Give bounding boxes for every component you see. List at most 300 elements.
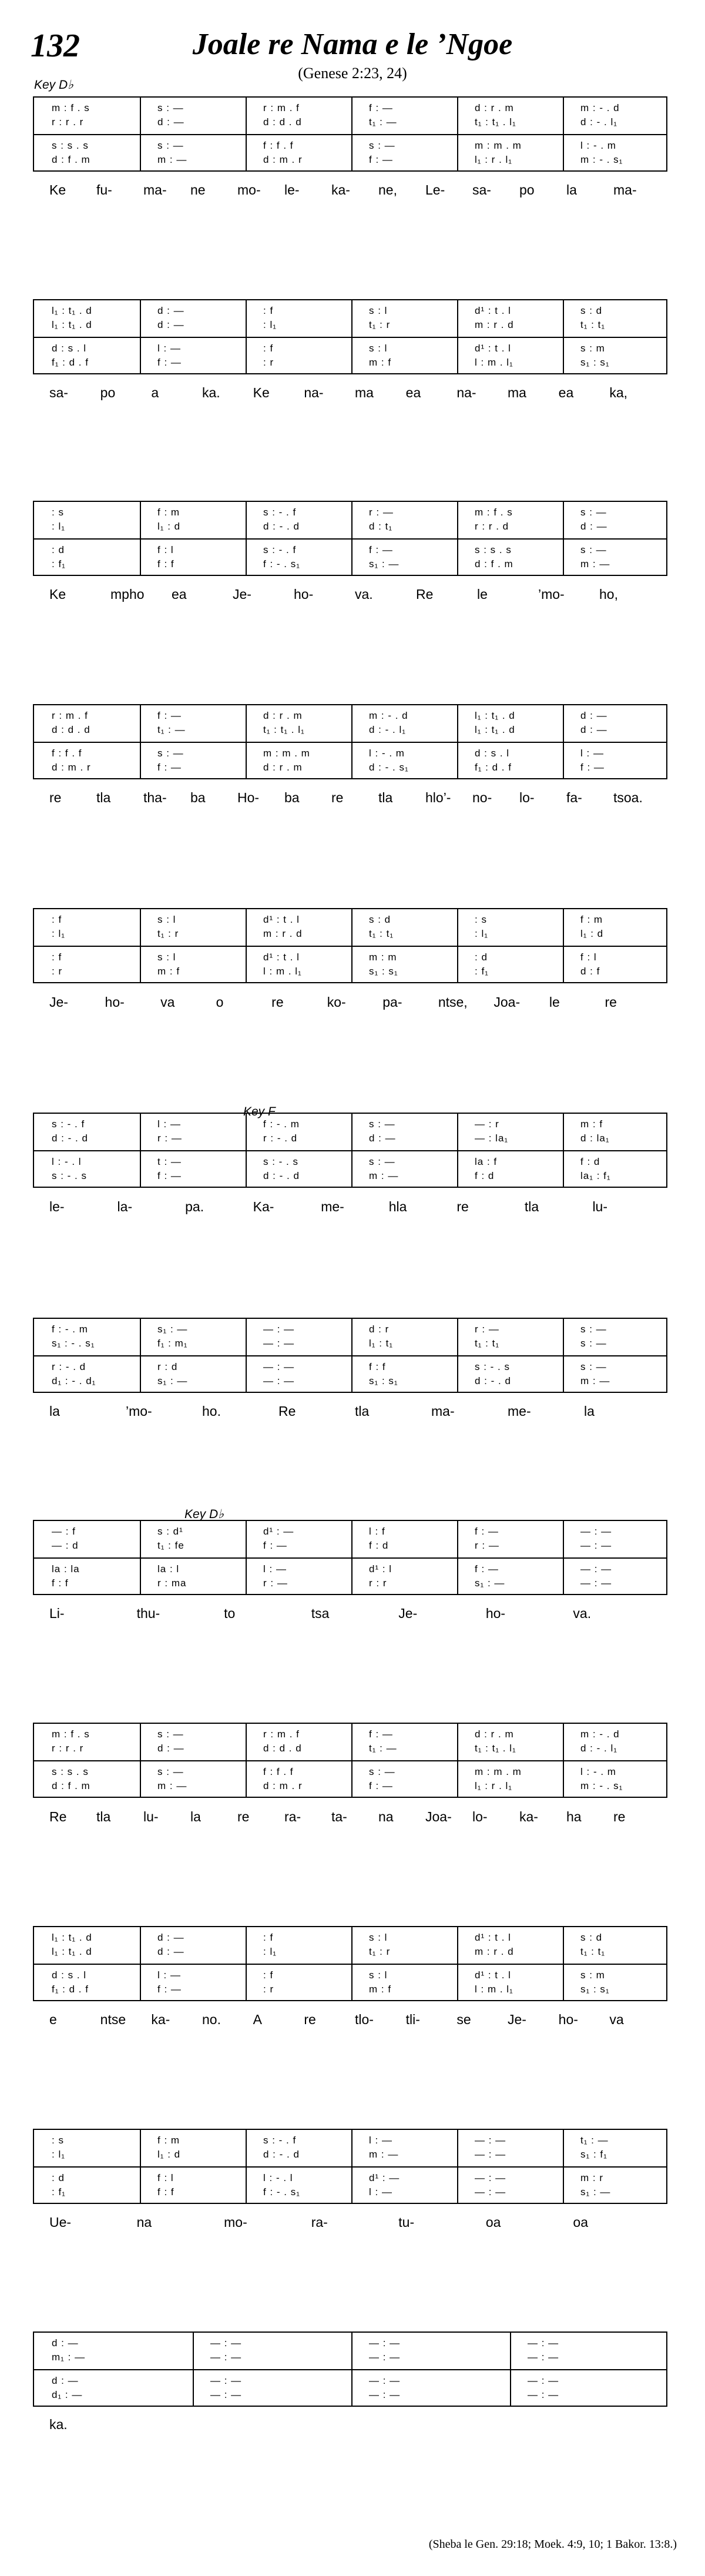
- key-signature: Key D♭: [184, 1508, 224, 1521]
- lyric-syllable: ho-: [105, 994, 125, 1010]
- solfa-notation: — : —: [528, 2351, 559, 2363]
- solfa-notation: d : - . l₁: [580, 116, 617, 128]
- solfa-notation: d : s . l: [52, 343, 87, 354]
- solfa-notation: d : —: [369, 1133, 396, 1144]
- solfa-notation: f : —: [369, 1729, 393, 1740]
- solfa-notation: l₁ : t₁ . d: [52, 1946, 92, 1957]
- staff-divider: [34, 2166, 666, 2168]
- bar-line: [563, 1114, 564, 1187]
- solfa-notation: l : - . l: [263, 2172, 293, 2183]
- bar-line: [563, 909, 564, 982]
- solfa-notation: t : —: [157, 1156, 182, 1167]
- solfa-notation: — : —: [369, 2337, 401, 2349]
- solfa-notation: s : m: [580, 343, 605, 354]
- lyric-syllable: re: [613, 1809, 626, 1824]
- lyric-syllable: e: [49, 2012, 57, 2027]
- lyric-syllable: Re: [416, 587, 434, 602]
- solfa-notation: d : r . m: [475, 1729, 514, 1740]
- solfa-notation: l : m . l₁: [475, 1984, 513, 1995]
- solfa-notation: f : l: [157, 2172, 174, 2183]
- solfa-notation: : d: [52, 544, 65, 555]
- solfa-notation: t₁ : r: [157, 928, 179, 939]
- staff-divider: [34, 1760, 666, 1761]
- lyric-syllable: va: [609, 2012, 624, 2027]
- solfa-notation: — : f: [52, 1526, 76, 1537]
- lyric-syllable: ra-: [284, 1809, 301, 1824]
- solfa-notation: f : f . f: [52, 748, 82, 759]
- solfa-notation: : f: [263, 343, 274, 354]
- lyric-syllable: tsa: [311, 1606, 330, 1621]
- lyric-syllable: hlo’-: [425, 790, 451, 805]
- solfa-notation: d : m . r: [263, 1780, 303, 1791]
- lyric-syllable: ka-: [519, 1809, 538, 1824]
- lyric-syllable: re: [271, 994, 284, 1010]
- bar-line: [351, 1521, 352, 1594]
- solfa-notation: m : f . s: [52, 1729, 90, 1740]
- bar-line: [351, 1319, 352, 1392]
- solfa-notation: d₁ : - . d₁: [52, 1375, 96, 1386]
- bar-line: [457, 1319, 458, 1392]
- lyric-syllable: re: [237, 1809, 250, 1824]
- solfa-notation: s : d: [580, 305, 603, 316]
- solfa-notation: l₁ : d: [157, 2149, 181, 2160]
- bar-line: [246, 98, 247, 170]
- solfa-notation: r : —: [475, 1324, 499, 1335]
- lyric-syllable: ko-: [327, 994, 346, 1010]
- solfa-notation: m : —: [369, 2149, 399, 2160]
- lyric-syllable: ba: [284, 790, 300, 805]
- lyric-syllable: tu-: [398, 2215, 415, 2230]
- lyric-syllable: tsoa.: [613, 790, 643, 805]
- solfa-notation: s : - . f: [263, 507, 297, 518]
- lyric-syllable: ka.: [202, 385, 220, 400]
- solfa-notation: f : f: [157, 558, 174, 570]
- solfa-notation: : d: [475, 952, 488, 963]
- lyric-syllable: po: [100, 385, 116, 400]
- solfa-notation: s : —: [580, 507, 607, 518]
- solfa-notation: m : —: [369, 1170, 399, 1181]
- solfa-notation: m : m . m: [475, 140, 522, 151]
- solfa-notation: d : t₁: [369, 521, 393, 532]
- music-system: [33, 1318, 667, 1393]
- lyric-syllable: me-: [321, 1199, 344, 1214]
- lyric-syllable: la: [49, 1403, 60, 1419]
- solfa-notation: l : —: [580, 748, 604, 759]
- bar-line: [351, 705, 352, 778]
- solfa-notation: : d: [52, 2172, 65, 2183]
- solfa-notation: : l₁: [263, 319, 277, 330]
- solfa-notation: — : —: [263, 1324, 295, 1335]
- solfa-notation: s : —: [157, 1766, 184, 1777]
- solfa-notation: l : —: [369, 2186, 392, 2198]
- solfa-notation: m : f . s: [52, 102, 90, 113]
- solfa-notation: d : s . l: [475, 748, 510, 759]
- solfa-notation: : f₁: [475, 966, 489, 977]
- bar-line: [140, 1927, 141, 2000]
- solfa-notation: d : —: [157, 1946, 184, 1957]
- lyric-syllable: re: [304, 2012, 316, 2027]
- bar-line: [457, 1927, 458, 2000]
- solfa-notation: f : —: [157, 357, 182, 368]
- bar-line: [246, 705, 247, 778]
- solfa-notation: f : —: [475, 1563, 499, 1575]
- key-signature: Key F: [243, 1105, 276, 1118]
- solfa-notation: : l₁: [475, 928, 488, 939]
- solfa-notation: r : r . r: [52, 1743, 84, 1754]
- lyric-syllable: hla: [388, 1199, 407, 1214]
- solfa-notation: : f: [263, 305, 274, 316]
- solfa-notation: f : —: [157, 762, 182, 773]
- solfa-notation: d : r . m: [475, 102, 514, 113]
- lyric-syllable: na-: [304, 385, 324, 400]
- solfa-notation: m : f: [369, 1984, 392, 1995]
- solfa-notation: f : d: [580, 1156, 600, 1167]
- solfa-notation: s₁ : —: [157, 1375, 188, 1386]
- solfa-notation: s : —: [157, 748, 184, 759]
- solfa-notation: r : - . d: [52, 1361, 86, 1372]
- solfa-notation: : r: [263, 357, 274, 368]
- bar-line: [351, 909, 352, 982]
- solfa-notation: d¹ : l: [369, 1563, 392, 1575]
- solfa-notation: t₁ : r: [369, 1946, 391, 1957]
- solfa-notation: l₁ : d: [157, 521, 181, 532]
- music-system: [33, 1926, 667, 2001]
- bar-line: [351, 502, 352, 575]
- solfa-notation: m₁ : —: [52, 2351, 86, 2363]
- lyric-syllable: Li-: [49, 1606, 65, 1621]
- bar-line: [246, 1927, 247, 2000]
- music-system: [33, 908, 667, 983]
- lyric-syllable: ntse: [100, 2012, 126, 2027]
- solfa-notation: s₁ : s₁: [580, 1984, 610, 1995]
- solfa-notation: s : —: [369, 140, 395, 151]
- bar-line: [140, 909, 141, 982]
- solfa-notation: — : —: [369, 2375, 401, 2386]
- solfa-notation: t₁ : —: [369, 1743, 397, 1754]
- lyric-syllable: la: [566, 182, 577, 197]
- bar-line: [140, 98, 141, 170]
- solfa-notation: s₁ : f₁: [580, 2149, 607, 2160]
- solfa-notation: t₁ : t₁ . l₁: [263, 724, 305, 735]
- lyric-syllable: tlo-: [355, 2012, 374, 2027]
- bar-line: [563, 1521, 564, 1594]
- lyric-syllable: ea: [558, 385, 574, 400]
- solfa-notation: f : —: [157, 1984, 182, 1995]
- solfa-notation: d : —: [52, 2337, 79, 2349]
- solfa-notation: — : —: [475, 2172, 506, 2183]
- music-system: [33, 704, 667, 779]
- solfa-notation: d : - . d: [263, 521, 300, 532]
- lyric-syllable: tla: [524, 1199, 539, 1214]
- lyric-syllable: na-: [456, 385, 476, 400]
- bar-line: [351, 1114, 352, 1187]
- lyric-syllable: ho-: [294, 587, 314, 602]
- solfa-notation: : l₁: [52, 521, 65, 532]
- solfa-notation: s₁ : —: [580, 2186, 611, 2198]
- solfa-notation: s₁ : s₁: [580, 357, 610, 368]
- lyric-syllable: ne: [190, 182, 206, 197]
- solfa-notation: m : - . d: [369, 710, 408, 721]
- solfa-notation: s : - . f: [263, 2135, 297, 2146]
- solfa-notation: d¹ : t . l: [263, 914, 300, 925]
- lyric-syllable: le-: [284, 182, 300, 197]
- solfa-notation: f : - . m: [52, 1324, 88, 1335]
- solfa-notation: r : —: [157, 1133, 182, 1144]
- staff-divider: [34, 538, 666, 540]
- solfa-notation: s : —: [369, 1766, 395, 1777]
- solfa-notation: l : —: [157, 1118, 181, 1130]
- lyric-syllable: va: [160, 994, 175, 1010]
- solfa-notation: — : —: [528, 2389, 559, 2400]
- bar-line: [351, 1927, 352, 2000]
- solfa-notation: m : —: [580, 1375, 610, 1386]
- solfa-notation: t₁ : t₁: [580, 1946, 606, 1957]
- solfa-notation: f : —: [157, 710, 182, 721]
- solfa-notation: f : —: [157, 1170, 182, 1181]
- solfa-notation: r : d: [157, 1361, 178, 1372]
- solfa-notation: la : la: [52, 1563, 80, 1575]
- lyric-syllable: ra-: [311, 2215, 328, 2230]
- solfa-notation: s : s . s: [52, 1766, 89, 1777]
- solfa-notation: d : —: [580, 521, 607, 532]
- lyric-syllable: se: [456, 2012, 471, 2027]
- solfa-notation: d : d . d: [263, 1743, 302, 1754]
- lyric-syllable: na: [136, 2215, 152, 2230]
- solfa-notation: m : —: [157, 154, 187, 165]
- solfa-notation: s : l: [369, 305, 388, 316]
- solfa-notation: m : r: [580, 2172, 603, 2183]
- solfa-notation: : f: [263, 1932, 274, 1943]
- lyric-syllable: le: [549, 994, 560, 1010]
- hymn-title: Joale re Nama e le ’Ngoe: [192, 28, 513, 61]
- lyric-syllable: mo-: [237, 182, 261, 197]
- solfa-notation: d : f . m: [52, 1780, 90, 1791]
- solfa-notation: : l₁: [52, 2149, 65, 2160]
- solfa-notation: t₁ : r: [369, 319, 391, 330]
- solfa-notation: t₁ : t₁: [580, 319, 606, 330]
- bar-line: [140, 705, 141, 778]
- staff-divider: [34, 1150, 666, 1151]
- solfa-notation: d¹ : t . l: [475, 343, 511, 354]
- solfa-notation: : s: [52, 2135, 64, 2146]
- solfa-notation: — : —: [580, 1577, 612, 1589]
- music-system: [33, 1113, 667, 1188]
- solfa-notation: s : - . s: [52, 1170, 87, 1181]
- music-system: [33, 1520, 667, 1595]
- solfa-notation: l : m . l₁: [263, 966, 302, 977]
- lyric-syllable: re: [331, 790, 344, 805]
- lyric-syllable: to: [224, 1606, 236, 1621]
- lyric-syllable: le: [477, 587, 488, 602]
- solfa-notation: t₁ : t₁ . l₁: [475, 116, 516, 128]
- solfa-notation: d¹ : t . l: [263, 952, 300, 963]
- bar-line: [193, 2333, 194, 2406]
- staff-divider: [34, 946, 666, 947]
- solfa-notation: f : - . m: [263, 1118, 300, 1130]
- solfa-notation: l : - . m: [369, 748, 405, 759]
- solfa-notation: r : r . d: [475, 521, 509, 532]
- solfa-notation: d : —: [580, 710, 607, 721]
- solfa-notation: — : —: [475, 2135, 506, 2146]
- solfa-notation: s : —: [369, 1156, 395, 1167]
- lyric-syllable: lu-: [592, 1199, 607, 1214]
- lyric-syllable: ka.: [49, 2417, 68, 2432]
- lyric-syllable: Je-: [398, 1606, 418, 1621]
- solfa-notation: : f: [52, 914, 62, 925]
- solfa-notation: f : d: [475, 1170, 495, 1181]
- lyric-syllable: re: [605, 994, 617, 1010]
- lyric-syllable: tha-: [143, 790, 167, 805]
- solfa-notation: — : —: [580, 1540, 612, 1551]
- bar-line: [246, 1521, 247, 1594]
- solfa-notation: — : —: [369, 2351, 401, 2363]
- bar-line: [140, 300, 141, 373]
- bar-line: [457, 1724, 458, 1797]
- lyric-syllable: tla: [378, 790, 393, 805]
- lyric-syllable: ha: [566, 1809, 582, 1824]
- solfa-notation: — : —: [475, 2186, 506, 2198]
- solfa-notation: d¹ : t . l: [475, 305, 511, 316]
- solfa-notation: t₁ : t₁ . l₁: [475, 1743, 516, 1754]
- solfa-notation: f : —: [369, 1780, 393, 1791]
- solfa-notation: f : - . s₁: [263, 558, 300, 570]
- solfa-notation: s₁ : —: [475, 1577, 505, 1589]
- solfa-notation: — : —: [263, 1361, 295, 1372]
- solfa-notation: l : m . l₁: [475, 357, 513, 368]
- solfa-notation: s₁ : —: [157, 1324, 188, 1335]
- solfa-notation: f : —: [475, 1526, 499, 1537]
- lyric-syllable: ta-: [331, 1809, 347, 1824]
- solfa-notation: d : m . r: [52, 762, 91, 773]
- solfa-notation: f : l: [157, 544, 174, 555]
- solfa-notation: d : d . d: [52, 724, 90, 735]
- solfa-notation: d¹ : t . l: [475, 1969, 511, 1981]
- lyric-syllable: mpho: [110, 587, 145, 602]
- lyric-syllable: A: [253, 2012, 262, 2027]
- solfa-notation: : f: [52, 952, 62, 963]
- solfa-notation: l : - . l: [52, 1156, 82, 1167]
- bar-line: [457, 2130, 458, 2203]
- solfa-notation: s : l: [157, 914, 176, 925]
- solfa-notation: d : la₁: [580, 1133, 610, 1144]
- solfa-notation: l₁ : r . l₁: [475, 154, 513, 165]
- solfa-notation: s₁ : —: [369, 558, 400, 570]
- solfa-notation: s : - . f: [263, 544, 297, 555]
- solfa-notation: d : s . l: [52, 1969, 87, 1981]
- lyric-syllable: ’mo-: [126, 1403, 152, 1419]
- lyric-syllable: re: [49, 790, 62, 805]
- solfa-notation: — : —: [580, 1563, 612, 1575]
- solfa-notation: t₁ : —: [369, 116, 397, 128]
- scripture-reference: (Genese 2:23, 24): [298, 65, 407, 82]
- lyric-syllable: ne,: [378, 182, 397, 197]
- solfa-notation: m : f . s: [475, 507, 513, 518]
- bar-line: [140, 1521, 141, 1594]
- bar-line: [246, 1724, 247, 1797]
- lyric-syllable: re: [456, 1199, 469, 1214]
- solfa-notation: d : —: [52, 2375, 79, 2386]
- lyric-syllable: ho,: [599, 587, 618, 602]
- solfa-notation: f₁ : d . f: [475, 762, 512, 773]
- lyric-syllable: sa-: [472, 182, 491, 197]
- lyric-syllable: ea: [172, 587, 187, 602]
- solfa-notation: l₁ : t₁ . d: [475, 724, 515, 735]
- solfa-notation: d : - . l₁: [369, 724, 406, 735]
- music-system: [33, 299, 667, 374]
- solfa-notation: l₁ : t₁ . d: [52, 1932, 92, 1943]
- solfa-notation: s : —: [580, 544, 607, 555]
- lyric-syllable: Ke: [49, 182, 66, 197]
- solfa-notation: d : f . m: [475, 558, 513, 570]
- page-number: 132: [31, 28, 80, 64]
- music-system: [33, 96, 667, 172]
- solfa-notation: f : —: [369, 102, 393, 113]
- solfa-notation: l₁ : t₁: [369, 1338, 394, 1349]
- lyric-syllable: Re: [49, 1809, 67, 1824]
- solfa-notation: m : - . d: [580, 1729, 620, 1740]
- lyric-syllable: Joa-: [425, 1809, 452, 1824]
- music-system: [33, 1723, 667, 1798]
- solfa-notation: — : —: [263, 1375, 295, 1386]
- solfa-notation: f : m: [157, 507, 180, 518]
- solfa-notation: d : —: [157, 1932, 184, 1943]
- solfa-notation: d : - . d: [52, 1133, 88, 1144]
- solfa-notation: d : —: [157, 1743, 184, 1754]
- solfa-notation: s : —: [580, 1361, 607, 1372]
- solfa-notation: f : m: [580, 914, 603, 925]
- solfa-notation: s : d¹: [157, 1526, 183, 1537]
- solfa-notation: d : r . m: [263, 762, 303, 773]
- bar-line: [140, 1114, 141, 1187]
- lyric-syllable: Le-: [425, 182, 445, 197]
- solfa-notation: m : r . d: [475, 1946, 514, 1957]
- lyric-syllable: a: [151, 385, 159, 400]
- solfa-notation: m : m . m: [263, 748, 310, 759]
- solfa-notation: f : l: [580, 952, 597, 963]
- solfa-notation: s : - . s: [475, 1361, 510, 1372]
- solfa-notation: d¹ : t . l: [475, 1932, 511, 1943]
- bar-line: [246, 1114, 247, 1187]
- solfa-notation: d : m . r: [263, 154, 303, 165]
- lyric-syllable: Je-: [233, 587, 251, 602]
- solfa-notation: f : —: [369, 544, 393, 555]
- bar-line: [457, 300, 458, 373]
- solfa-notation: f : f: [369, 1361, 386, 1372]
- lyric-syllable: ma-: [431, 1403, 455, 1419]
- solfa-notation: d : —: [157, 319, 184, 330]
- solfa-notation: l : f: [369, 1526, 385, 1537]
- solfa-notation: m : m: [369, 952, 397, 963]
- solfa-notation: d : - . d: [263, 1170, 300, 1181]
- solfa-notation: — : d: [52, 1540, 79, 1551]
- solfa-notation: r : r: [369, 1577, 387, 1589]
- bar-line: [351, 98, 352, 170]
- solfa-notation: f : d: [369, 1540, 389, 1551]
- solfa-notation: s : l: [369, 343, 388, 354]
- lyric-syllable: no-: [472, 790, 492, 805]
- lyric-syllable: fa-: [566, 790, 582, 805]
- solfa-notation: s : d: [369, 914, 391, 925]
- lyric-syllable: ho-: [485, 1606, 506, 1621]
- solfa-notation: d : f . m: [52, 154, 90, 165]
- solfa-notation: s : s . s: [52, 140, 89, 151]
- lyric-syllable: la: [190, 1809, 201, 1824]
- solfa-notation: l : —: [157, 1969, 181, 1981]
- lyric-syllable: me-: [508, 1403, 531, 1419]
- solfa-notation: d : —: [580, 724, 607, 735]
- lyric-syllable: Joa-: [494, 994, 521, 1010]
- lyric-syllable: Ke: [49, 587, 66, 602]
